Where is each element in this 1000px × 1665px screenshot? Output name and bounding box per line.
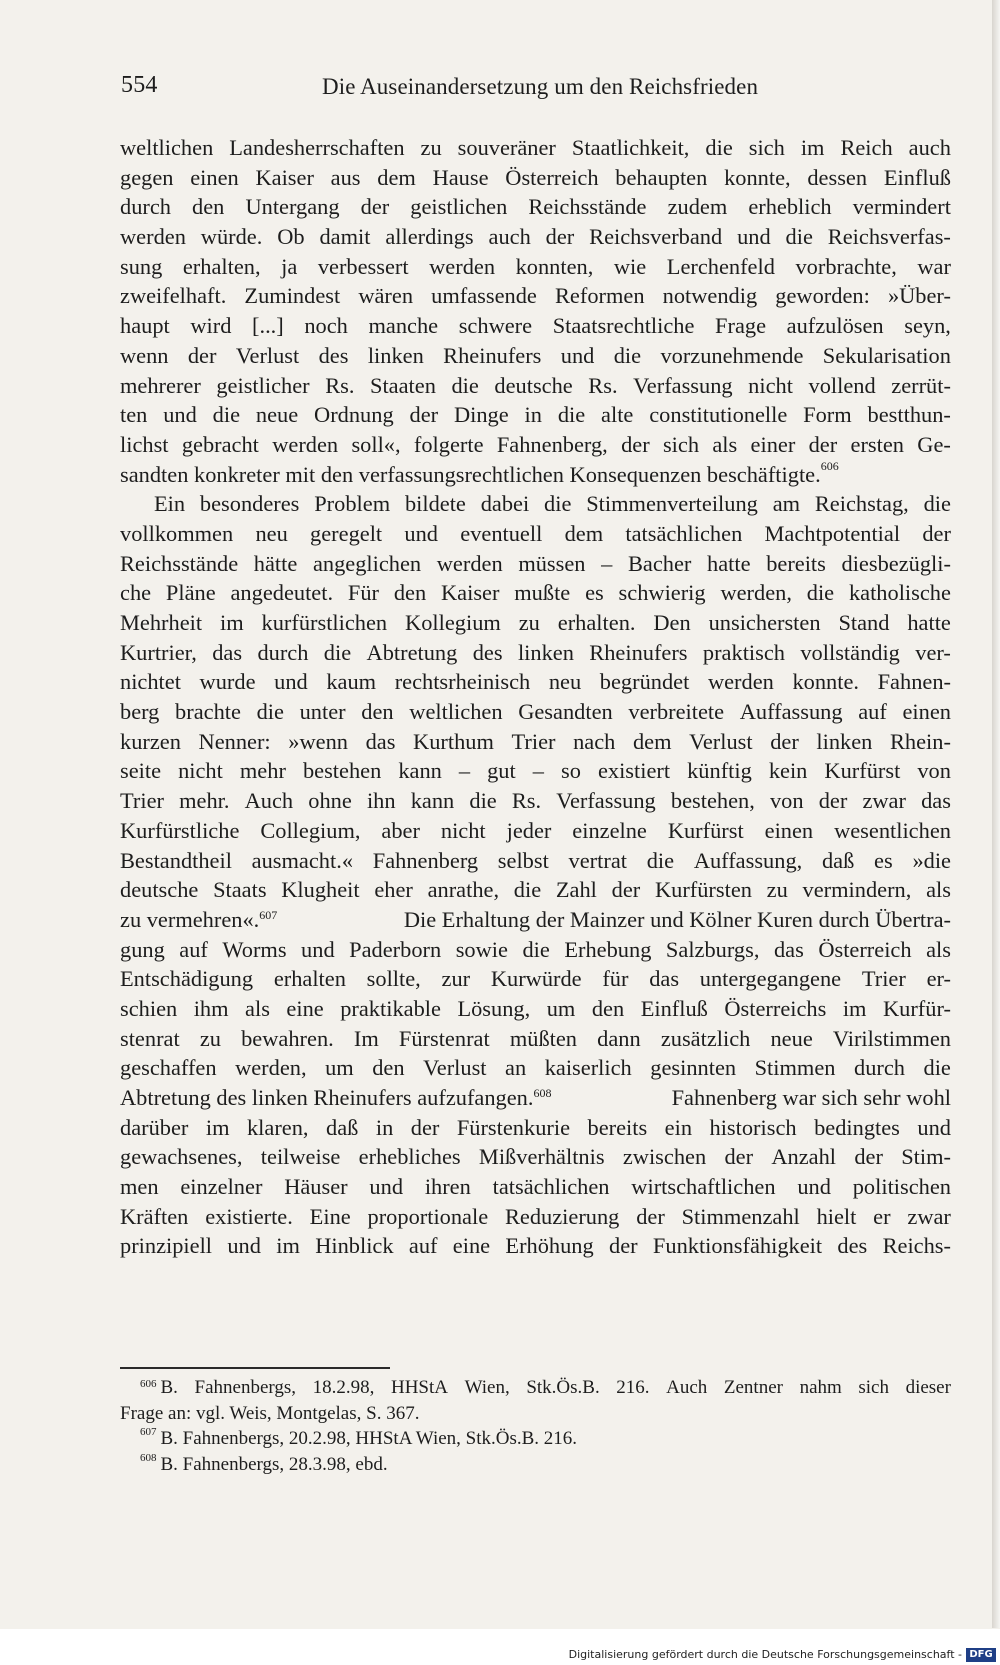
- text-line: gung auf Worms und Paderborn sowie die Erhebung Salzburgs, das Österreich als: [120, 936, 951, 962]
- footnote-606: $^{606}$ B. Fahnenbergs, 18.2.98, HHStA Wien, Stk.Ös.B. 216. Auch Zentner nahm sich dieser: [140, 1377, 951, 1398]
- text-line: Kurtrier, das durch die Abtretung des linken Rheinufers praktisch vollständig ver-: [120, 639, 951, 665]
- text-line: che Pläne angedeutet. Für den Kaiser mußte es schwierig werden, die katholische: [120, 580, 951, 606]
- text-line: lichst gebracht werden soll«, folgerte Fahnenberg, der sich als einer der ersten Ge-: [120, 431, 951, 457]
- text-line: men einzelner Häuser und ihren tatsächlichen wirtschaftlichen und politischen: [120, 1174, 951, 1200]
- footnote-number: 607: [140, 1426, 157, 1438]
- footnote-divider: [120, 1367, 390, 1369]
- footnote-607: 607 B. Fahnenbergs, 20.2.98, HHStA Wien, Stk.Ös.B. 216.: [120, 1426, 951, 1452]
- digitization-footer: [0, 1629, 1000, 1665]
- text-line: Bestandtheil ausmacht.« Fahnenberg selbst vertrat die Auffassung, daß es »die: [120, 847, 951, 873]
- text-line: kurzen Nenner: »wenn das Kurthum Trier nach dem Verlust der linken Rhein-: [120, 728, 951, 754]
- footnote-ref-607[interactable]: 607: [259, 907, 278, 922]
- text-line: zweifelhaft. Zumindest wären umfassende Reformen notwendig geworden: »Über-: [120, 283, 951, 309]
- text-line: Kurfürstliche Collegium, aber nicht jeder einzelne Kurfürst einen wesentlichen: [120, 817, 951, 843]
- text-segment: Die Erhaltung der Mainzer und Kölner Kuren durch Übertra-: [403, 906, 951, 932]
- dfg-logo[interactable]: DFG: [966, 1648, 996, 1662]
- footnote-ref-608[interactable]: 608: [533, 1086, 552, 1100]
- text-segment: zu vermehren«.$^{607}$: [120, 906, 278, 932]
- page-number: 554: [121, 72, 158, 98]
- text-segment: Abtretung des linken Rheinufers aufzufangen.$^{608}$: [120, 1085, 552, 1110]
- text-line: berg brachte die unter den weltlichen Gesandten verbreitete Auffassung auf einen: [120, 699, 951, 725]
- text-line: vollkommen neu geregelt und eventuell dem tatsächlichen Machtpotential der: [120, 520, 951, 546]
- text-line: seite nicht mehr bestehen kann – gut – so existiert künftig kein Kurfürst von: [120, 758, 951, 784]
- running-title: Die Auseinandersetzung um den Reichsfrieden: [322, 74, 759, 99]
- footnotes: [120, 1375, 951, 1477]
- text-line: prinzipiell und im Hinblick auf eine Erhöhung der Funktionsfähigkeit des Reichs-: [120, 1233, 951, 1259]
- body-text: [120, 133, 951, 1261]
- footnote-608: 608 B. Fahnenbergs, 28.3.98, ebd.: [120, 1452, 951, 1478]
- text-segment: Fahnenberg war sich sehr wohl: [671, 1085, 951, 1110]
- text-line: weltlichen Landesherrschaften zu souveräner Staatlichkeit, die sich im Reich auch: [120, 135, 951, 160]
- footnote-ref-606[interactable]: 606: [820, 458, 839, 473]
- text-line: Reichsstände hätte angeglichen werden müssen – Bacher hatte bereits diesbezügli-: [120, 550, 951, 576]
- footnote-number: 606: [140, 1378, 157, 1390]
- text-line: darüber im klaren, daß in der Fürstenkurie bereits ein historisch bedingtes und: [120, 1114, 951, 1140]
- text-line: nichtet wurde und kaum rechtsrheinisch neu begründet werden konnte. Fahnen-: [120, 669, 951, 695]
- text-line: [120, 1083, 951, 1113]
- text-line: sung erhalten, ja verbessert werden konnten, wie Lerchenfeld vorbrachte, war: [120, 253, 951, 279]
- text-line: mehrerer geistlicher Rs. Staaten die deutsche Rs. Verfassung nicht vollend zerrüt-: [120, 372, 951, 398]
- text-line: geschaffen werden, um den Verlust an kaiserlich gesinnten Stimmen durch die: [120, 1055, 951, 1081]
- text-line: haupt wird [...] noch manche schwere Staatsrechtliche Frage aufzulösen seyn,: [120, 313, 951, 339]
- text-line: gewachsenes, teilweise erhebliches Mißverhältnis zwischen der Anzahl der Stim-: [120, 1144, 951, 1170]
- text-line: stenrat zu bewahren. Im Fürstenrat müßten dann zusätzlich neue Virilstimmen: [120, 1025, 951, 1051]
- text-line: gegen einen Kaiser aus dem Hause Österreich behaupten konnte, dessen Einfluß: [120, 164, 951, 190]
- footnote-number: 608: [140, 1451, 157, 1464]
- text-line: werden würde. Ob damit allerdings auch der Reichsverband und die Reichsverfas-: [120, 224, 951, 250]
- text-line: deutsche Staats Klugheit eher anrathe, die Zahl der Kurfürsten zu vermindern, als: [120, 877, 951, 903]
- text-line: schien ihm als eine praktikable Lösung, um den Einfluß Österreichs im Kurfür-: [120, 995, 951, 1021]
- funding-credit: Digitalisierung gefördert durch die Deutsche Forschungsgemeinschaft -: [568, 1648, 962, 1661]
- text-line: Kräften existierte. Eine proportionale Reduzierung der Stimmenzahl hielt er zwar: [120, 1203, 951, 1229]
- text-line: Mehrheit im kurfürstlichen Kollegium zu erhalten. Den unsichersten Stand hatte: [120, 610, 951, 635]
- text-segment: sandten konkreter mit den verfassungsrechtlichen Konsequenzen beschäftigte.: [120, 461, 821, 487]
- footnote-606-continued: Frage an: vgl. Weis, Montgelas, S. 367.: [120, 1402, 420, 1424]
- text-line: ten und die neue Ordnung der Dinge in die alte constitutionelle Form bestthun-: [120, 402, 951, 428]
- text-line: [120, 460, 951, 490]
- text-line: wenn der Verlust des linken Rheinufers und die vorzunehmende Sekularisation: [120, 342, 951, 368]
- text-line: Ein besonderes Problem bildete dabei die Stimmenverteilung am Reichstag, die: [154, 491, 951, 517]
- page-edge-shadow: [992, 0, 1000, 1628]
- text-line: durch den Untergang der geistlichen Reichsstände zudem erheblich vermindert: [120, 194, 951, 220]
- text-line: Trier mehr. Auch ohne ihn kann die Rs. Verfassung bestehen, von der zwar das: [120, 788, 951, 814]
- text-line: [120, 905, 951, 935]
- text-line: Entschädigung erhalten sollte, zur Kurwürde für das untergegangene Trier er-: [120, 966, 951, 992]
